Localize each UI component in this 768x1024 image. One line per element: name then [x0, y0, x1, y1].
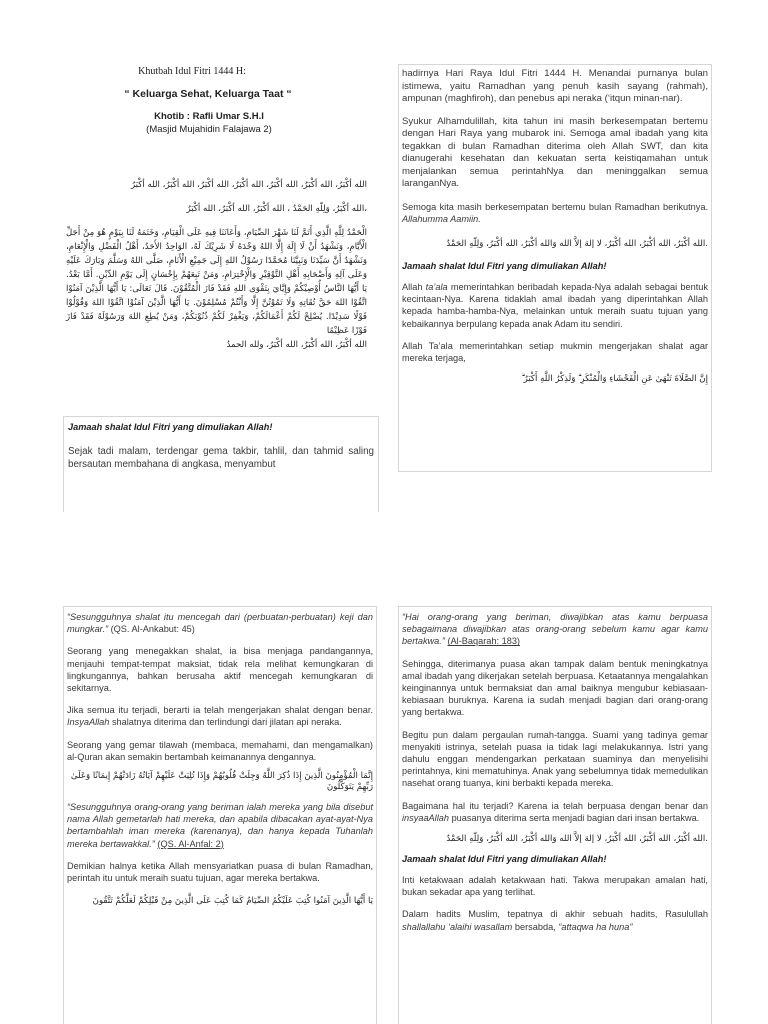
paragraph-3: Seorang yang gemar tilawah (membaca, memahami, dan mengamalkan) al-Quran akan semakin bertambah keimanannya dengannya. [67, 739, 373, 762]
page-1 [0, 0, 384, 512]
quote-2-ref: (QS. Al-Anfal: 2) [157, 838, 224, 849]
paragraph-3-italic: Allahumma Aamiin. [402, 213, 481, 224]
khotib-name: Khotib : Rafli Umar S.H.I [154, 111, 264, 122]
arabic-takbir: .الله أكْبَرُ، الله أكْبَرُ، الله أكْبَرُ، لا إلهَ إلاَّ الله وَالله أكْبَرُ، الله أكْبَرُ، وَلِلّهِ الحَمْدُ [446, 834, 708, 845]
quote-1-ref: (QS. Al-Ankabut: 45) [110, 624, 195, 635]
paragraph-1: hadirnya Hari Raya Idul Fitri 1444 H. Menandai purnanya bulan istimewa, yaitu Ramadhan yang penuh kasih sayang (rahmah), ampunan (maghfiroh), dan penebus api neraka (‘itqun minan-nar). [402, 68, 708, 104]
arabic-takbir-2: ،الله أكْبَرُ، وَلِلّهِ الحَمْدُ ، الله أكْبَرُ، الله أكْبَرُ، الله أكْبَرُ [186, 204, 367, 214]
paragraph-4-pre: Allah [402, 281, 423, 292]
paragraph-2-post: shalatnya diterima dan terlindungi dari jilatan api neraka. [111, 717, 342, 728]
paragraph-3-text: Semoga kita masih berkesempatan bertemu bulan Ramadhan berikutnya. [402, 201, 708, 212]
paragraph-5-mid: bersabda, [514, 921, 556, 932]
quote-1-ref: (Al-Baqarah: 183) [447, 636, 520, 647]
quote-2 [67, 801, 373, 850]
quote-1 [67, 611, 373, 635]
paragraph-2-pre: Jika semua itu terjadi, berarti ia telah mengerjakan shalat dengan benar. [67, 705, 373, 716]
paragraph-5-pre: Dalam hadits Muslim, tepatnya di akhir sebuah hadits, Rasulullah [402, 909, 708, 920]
paragraph-2: Syukur Alhamdulillah, kita tahun ini masih berkesempatan bertemu dengan Hari Raya yang mubarok ini. Semoga amal ibadah yang kita tegakkan di bulan Ramadhan diterima oleh Allah SWT, dan kita dianugerahi kesehatan dan kekuatan serta keistiqamahan untuk menjalankan semua perintahNya dan meninggalkan semua laranganNya. [402, 115, 708, 189]
paragraph-4-post: memerintahkan beribadah kepada-Nya adalah sebagai bentuk kecintaan-Nya. Karena tidaklah amal ibadah yang diperintahkan Allah kepada hamba-hamba-Nya, melainkan untuk meraih suatu tujuan yang kebaikannya berpulang kepada anak Adam itu sendiri. [402, 281, 708, 329]
paragraph-3-italic: insyaaAllah [402, 812, 449, 823]
paragraph-2-italic: InsyaAllah [67, 717, 110, 728]
paragraph-5-quote: “attaqwa ha huna” [558, 921, 633, 932]
paragraph-5-italic: shallallahu ‘alaihi wasallam [402, 921, 513, 932]
paragraph-3 [402, 201, 708, 225]
arabic-verse: إِنَّ الصَّلَاةَ تَنْهَىٰ عَنِ الْفَحْشَاءِ وَالْمُنْكَرِ ۗ وَلَذِكْرُ اللَّهِ أَكْبَرُ ۗ [521, 374, 708, 385]
section-heading: Jamaah shalat Idul Fitri yang dimuliakan Allah! [402, 854, 607, 865]
masjid-name: (Masjid Mujahidin Falajawa 2) [146, 124, 272, 135]
text-box [63, 416, 379, 512]
paragraph-3-pre: Bagaimana hal itu terjadi? Karena ia telah berpuasa dengan benar dan [402, 800, 708, 811]
sermon-title: Khutbah Idul Fitri 1444 H: [138, 66, 246, 77]
arabic-takbir-3: الله أكْبَرُ، الله أكْبَرُ، الله أكْبَرُ، ولله الحمدُ [226, 340, 367, 350]
paragraph-3-post: puasanya diterima serta menjadi bagian dari insan bertakwa. [451, 812, 700, 823]
text-box [398, 606, 712, 1024]
page-4 [384, 512, 768, 1024]
paragraph-2: Begitu pun dalam pergaulan rumah-tangga. Suami yang tadinya gemar menyakiti istrinya, setelah puasa ia tidak lagi melakukannya. Istri yang dahulu enggan mendengarkan perkataan suaminya dan menyelisihi perintahnya, kini mematuhinya. Anak yang sebelumnya tidak memedulikan nasehat orang tuanya, kini berbakti kepada mereka. [402, 729, 708, 789]
paragraph-1: Seorang yang menegakkan shalat, ia bisa menjaga pandangannya, menjauhi tempat-tempat maksiat, tidak rela melihat kemungkaran di lingkungannya, bahkan berusaha aktif mencegah kemungkaran di sekitarnya. [67, 646, 373, 694]
arabic-opening: الْحَمْدُ لِلَّهِ الَّذِي أَتَمَّ لَنَا شَهْرَ الصِّيَامِ، وَأَعَانَنَا فِيهِ عَلَى الْقِيَامِ، وَخَتَمَهُ لَنَا بِيَوْمٍ هُوَ مِنْ أَجَلِّ الْأَيَّامِ، وَنَشْهَدُ أَنْ لَا إِلَهَ إِلَّا اللهُ وَحْدَهُ لَا شَرِيْكَ لَهُ، الوَاحِدُ الأَحَدُ، أَهْلُ الْفَضْلِ وَالْإِنْعَامِ، وَنَشْهَدُ أَنَّ سَيِّدَنَا وَنَبِيَّنَا مُحَمَّدًا رَسُوْلُ اللهِ إِلَى جَمِيْعِ الْأَنَامِ، صَلَّى اللهُ وَسَلَّمَ وَبَارَكَ عَلَيْهِ وَعَلَى آلِهِ وَأَصْحَابِهِ أَهْلِ التَّوْقِيْرِ وَالْإِحْتِرَامِ، وَمَنْ تَبِعَهُمْ بِإِحْسَانٍ إِلَى يَوْمِ الدِّيْنِ. أَمَّا بَعْدُ. يَا أَيُّهَا النَّاسُ أُوْصِيْكُمْ وَإِيَّايَ بِتَقْوَى اللهِ فَقَدْ فَازَ الْمُتَّقُوْنَ. قَالَ تَعَالَى: يَا أَيُّهَا الَّذِيْنَ آمَنُوْا اتَّقُوْا اللهَ حَقَّ تُقَاتِهِ وَلَا تَمُوْتُنَّ إِلَّا وَأَنْتُمْ مُسْلِمُوْنَ. يَا أَيُّهَا الَّذِيْنَ آمَنُوْا اتَّقُوْا اللهَ وَقُوْلُوْا قَوْلًا سَدِيْدًا. يُصْلِحْ لَكُمْ أَعْمَالَكُمْ، وَيَغْفِرْ لَكُمْ ذُنُوْبَكُمْ، وَمَنْ يُطِعِ اللهَ وَرَسُوْلَهُ فَقَدْ فَازَ فَوْزًا عَظِيْمًا [66, 228, 367, 336]
arabic-verse-2: يَا أَيُّهَا الَّذِينَ آمَنُوا كُتِبَ عَلَيْكُمُ الصِّيَامُ كَمَا كُتِبَ عَلَى الَّذِينَ مِنْ قَبْلِكُمْ لَعَلَّكُمْ تَتَّقُونَ [92, 896, 373, 907]
quote-1-text: “Sesungguhnya shalat itu mencegah dari (perbuatan-perbuatan) keji dan mungkar.” [67, 612, 373, 635]
quote-2-text: “Sesungguhnya orang-orang yang beriman ialah mereka yang bila disebut nama Allah gemetarlah hati mereka, dan apabila dibacakan ayat-ayat-Nya bertambahlah iman mereka (karenanya), dan hanya kepada Tuhanlah mereka bertawakkal.” [67, 802, 373, 849]
text-box [63, 606, 377, 1024]
section-heading: Jamaah shalat Idul Fitri yang dimuliakan Allah! [402, 260, 607, 271]
page-3 [0, 512, 384, 1024]
paragraph-4 [402, 281, 708, 330]
paragraph-5 [402, 908, 708, 932]
paragraph-5: Allah Ta’ala memerintahkan setiap mukmin mengerjakan shalat agar mereka terjaga, [402, 340, 708, 363]
quote-1 [402, 611, 708, 648]
arabic-verse-1: إِنَّمَا الْمُؤْمِنُونَ الَّذِينَ إِذَا ذُكِرَ اللَّهُ وَجِلَتْ قُلُوبُهُمْ وَإِذَا تُلِيَتْ عَلَيْهِمْ آيَاتُهُ زَادَتْهُمْ إِيمَانًا وَعَلَىٰ رَبِّهِمْ يَتَوَكَّلُونَ [70, 771, 373, 793]
paragraph-3 [402, 800, 708, 824]
text-box [398, 64, 712, 472]
section-heading: Jamaah shalat Idul Fitri yang dimuliakan Allah! [68, 422, 273, 432]
paragraph-4: Demikian halnya ketika Allah mensyariatkan puasa di bulan Ramadhan, perintah itu untuk meraih suatu tujuan, agar mereka bertakwa. [67, 860, 373, 884]
paragraph-2 [67, 704, 373, 728]
paragraph-4-italic: ta’ala [425, 281, 448, 292]
sermon-subtitle: “ Keluarga Sehat, Keluarga Taat “ [124, 88, 292, 100]
arabic-takbir-1: الله أكْبَرُ، الله أكْبَرُ، الله أكْبَرُ، الله أكْبَرُ، الله أكْبَرُ، الله أكْبَرُ، الله أكْبَرُ [130, 180, 367, 190]
arabic-takbir: .الله أكْبَرُ، الله أكْبَرُ، الله أكْبَرُ، لا إلهَ إلاَّ الله وَالله أكْبَرُ، الله أكْبَرُ، وَلِلّهِ الحَمْدُ [446, 238, 708, 249]
paragraph-1: Sehingga, diterimanya puasa akan tampak dalam bentuk meningkatnya amal ibadah yang dikerjakan setelah berpuasa. Ketaatannya mengalahkan keinginannya untuk bermaksiat dan amal baiknya mengubur kebiasaan-kebiasaan buruknya. Karena ia sudah menjadi bagian dari orang-orang yang bertakwa. [402, 658, 708, 718]
page-2 [384, 0, 768, 512]
paragraph-4: Inti ketakwaan adalah ketakwaan hati. Takwa merupakan amalan hati, bukan sekadar apa yang terlihat. [402, 875, 708, 898]
arabic-block [66, 178, 367, 352]
paragraph: Sejak tadi malam, terdengar gema takbir, tahlil, dan tahmid saling bersautan membahana di angkasa, menyambut [68, 446, 374, 470]
quote-1-text: “Hai orang-orang yang beriman, diwajibkan atas kamu berpuasa sebagaimana diwajibkan atas orang-orang sebelum kamu agar kamu bertakwa.” [402, 612, 708, 647]
